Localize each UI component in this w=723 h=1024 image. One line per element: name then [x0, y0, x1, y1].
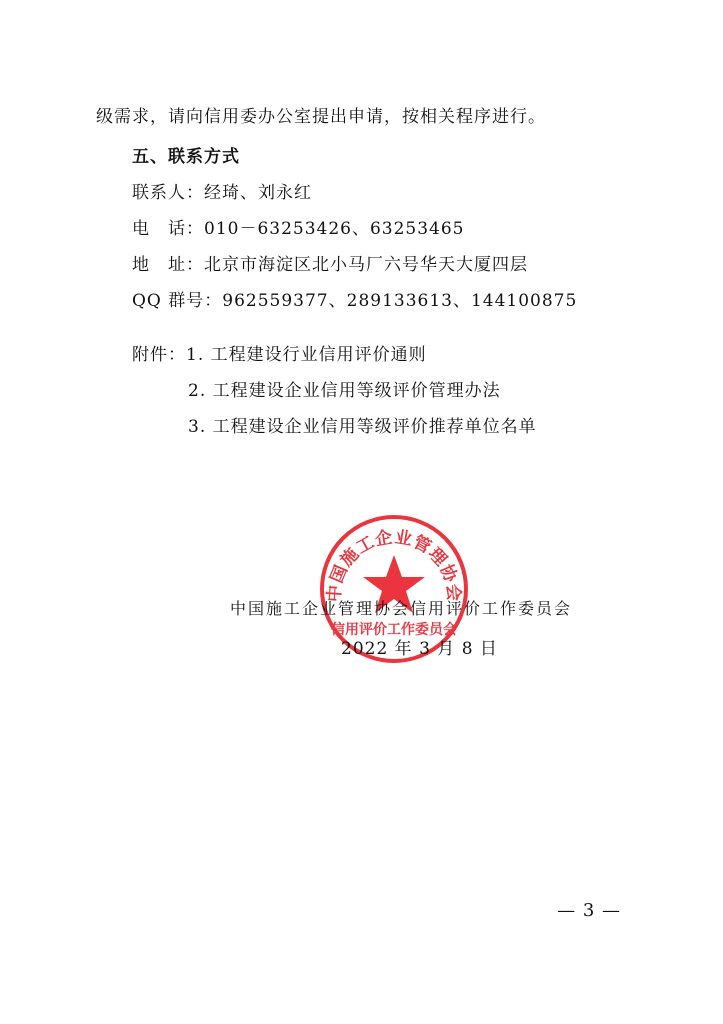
attachments-row-1 [132, 344, 427, 366]
address-row [132, 254, 528, 276]
phone-value: 010－63253426、63253465 [204, 219, 465, 239]
contact-heading: 五、联系方式 [132, 147, 240, 167]
phone-row [132, 218, 465, 240]
address-value: 北京市海淀区北小马厂六号华天大厦四层 [204, 255, 528, 275]
contact-person-value: 经琦、刘永红 [204, 183, 312, 203]
qq-row [132, 290, 577, 312]
attachments-label: 附件： [132, 345, 186, 365]
contact-person-row [132, 182, 312, 204]
signing-organization: 中国施工企业管理协会信用评价工作委员会 [230, 599, 573, 618]
contact-person-label: 联系人： [132, 183, 204, 203]
attachment-item: 2. 工程建设企业信用等级评价管理办法 [188, 381, 501, 401]
address-label: 地 址： [132, 255, 204, 275]
signing-date: 2022 年 3 月 8 日 [341, 639, 498, 659]
seal-inner-text: 信用评价工作委员会 [331, 622, 457, 638]
phone-label: 电 话： [132, 219, 204, 239]
qq-label: QQ 群号： [132, 291, 223, 311]
seal-outer-text: 中国施工企业管理协会 [324, 527, 464, 603]
qq-value: 962559377、289133613、144100875 [222, 291, 578, 311]
page-number: — 3 — [557, 900, 621, 921]
attachment-item: 1. 工程建设行业信用评价通则 [186, 345, 427, 365]
attachment-item: 3. 工程建设企业信用等级评价推荐单位名单 [188, 417, 537, 437]
intro-tail-text: 级需求，请向信用委办公室提出申请，按相关程序进行。 [96, 107, 546, 127]
